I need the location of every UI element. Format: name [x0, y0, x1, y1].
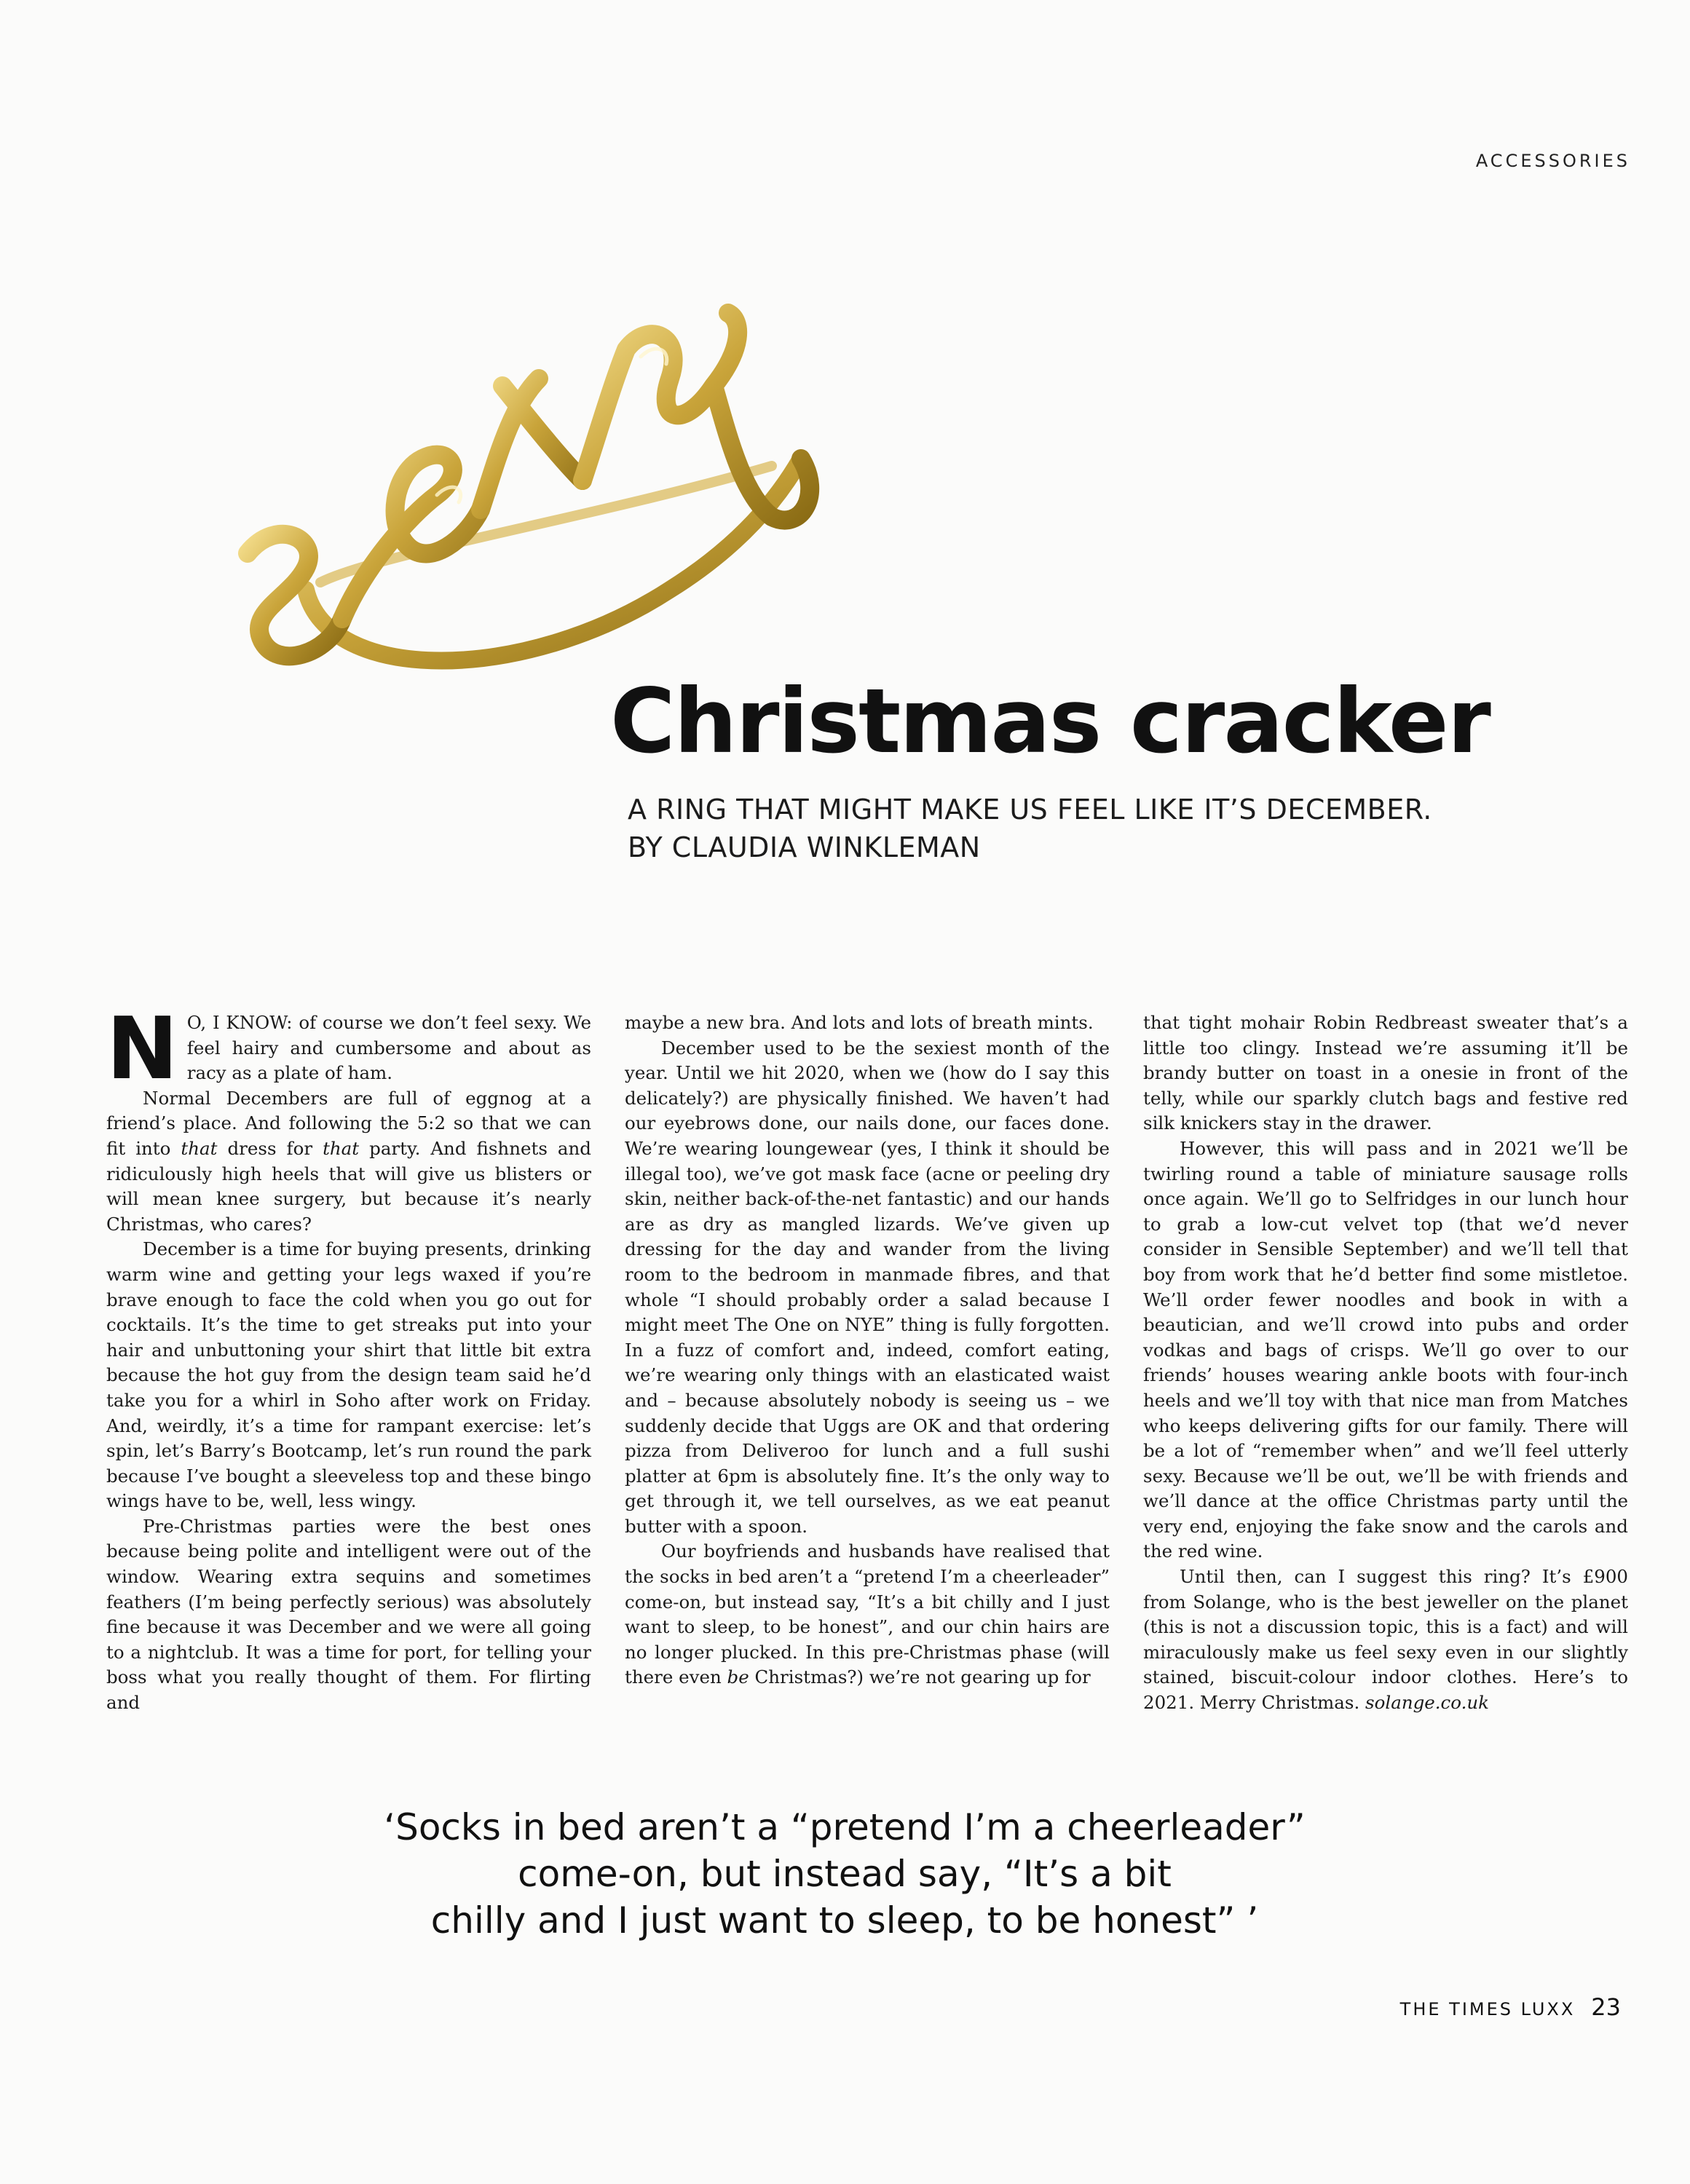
ring-letter-s: [248, 534, 342, 656]
pull-quote-line: chilly and I just want to sleep, to be honest” ’: [430, 1899, 1259, 1942]
paragraph: [106, 998, 591, 1099]
text-run: Until then, can I suggest this ring? It’s £900 from Solange, who is the best jeweller on the planet (this is not a discussion topic, this is a fact) and will miraculously make us feel sexy even in our slightly stained, biscuit-colour indoor clothes. Here’s to 2021. Merry Christmas.: [1143, 1566, 1628, 1714]
gold-ring-image: [218, 277, 859, 728]
page-footer: [1400, 1993, 1621, 2021]
text-run: party. And fishnets and ridiculously high heels that will give us blisters or will mean knee surgery, but because it’s nearly Christmas, who cares?: [106, 1137, 591, 1235]
headline: Christmas cracker: [610, 670, 1490, 773]
paragraph: that tight mohair Robin Redbreast sweater that’s a little too clingy. Instead we’re assuming it’ll be brandy butter on toast in a onesie in front of the telly, while our sparkly clutch bags and festive red silk knickers stay in the drawer.: [1143, 1012, 1628, 1134]
standfirst: [628, 791, 1538, 866]
section-label: ACCESSORIES: [1475, 151, 1630, 171]
lead-in: O, I KNOW:: [186, 1012, 293, 1033]
column-1: [106, 998, 591, 1716]
column-3: [1143, 1010, 1628, 1716]
paragraph: [106, 1086, 591, 1238]
ring-letter-x: [481, 379, 583, 510]
paragraph: December is a time for buying presents, drinking warm wine and getting your legs waxed if you’re brave enough to face the cold when you go out for cocktails. It’s the time to get streaks put into your hair and unbuttoning your shirt that little bit extra because the hot guy from the design team said he’d take you for a whirl in Soho after work on Friday. And, weirdly, it’s a time for rampant exercise: let’s spin, let’s Barry’s Bootcamp, let’s run round the park because I’ve bought a sleeveless top and these bingo wings have to be, well, less wingy.: [106, 1238, 591, 1512]
text-run: Normal Decembers are full of eggnog at a friend’s place. And following the 5:2 so that we can fit into: [106, 1087, 591, 1159]
page-number: 23: [1591, 1993, 1621, 2021]
publication-name: THE TIMES LUXX: [1399, 1999, 1576, 2019]
emphasis: that: [323, 1137, 360, 1159]
paragraph: Pre-Christmas parties were the best ones because being polite and intelligent were out of the window. Wearing extra sequins and sometimes feathers (I’m being perfectly serious) was absolutely fine because it was December and we were all going to a nightclub. It was a time for port, for telling your boss what you really thought of them. For flirting and: [106, 1515, 591, 1714]
ring-letter-e: [342, 455, 481, 619]
paragraph: [1143, 1564, 1628, 1716]
pull-quote: [218, 1804, 1471, 1944]
emphasis: that: [181, 1137, 218, 1159]
text-run: dress for: [217, 1137, 323, 1159]
drop-cap: N: [106, 998, 178, 1099]
paragraph: However, this will pass and in 2021 we’ll be twirling round a table of miniature sausage rolls once again. We’ll go to Selfridges in our lunch hour to grab a low-cut velvet top (that we’d never consider in Sensible September) and we’ll tell that boy from work that he’d better find some mistletoe. We’ll order fewer noodles and book in with a beautician, and we’ll crowd into pubs and order vodkas and bags of crisps. We’ll go over to our friends’ houses wearing ankle boots with four-inch heels and we’ll toy with that nice man from Matches who keeps delivering gifts for our family. There will be a lot of “remember when” and we’ll feel utterly sexy. Because we’ll be out, we’ll be with friends and we’ll dance at the office Christmas party until the very end, enjoying the fake snow and the carols and the red wine.: [1143, 1137, 1628, 1562]
website-link[interactable]: solange.co.uk: [1365, 1692, 1490, 1714]
article-body: [106, 998, 1628, 1716]
text-run: Christmas?) we’re not gearing up for: [749, 1666, 1091, 1688]
text-run: of course we don’t feel sexy. We feel hairy and cumbersome and about as racy as a plate of ham.: [186, 1012, 591, 1084]
paragraph: maybe a new bra. And lots and lots of breath mints.: [625, 1012, 1094, 1033]
column-2: [625, 1010, 1110, 1716]
emphasis: be: [727, 1666, 749, 1688]
standfirst-line: A RING THAT MIGHT MAKE US FEEL LIKE IT’S DECEMBER.: [628, 794, 1432, 826]
paragraph: [625, 1539, 1110, 1690]
byline: BY CLAUDIA WINKLEMAN: [628, 831, 981, 863]
text-run: Our boyfriends and husbands have realised that the socks in bed aren’t a “pretend I’m a cheerleader” come-on, but instead say, “It’s a bit chilly and I just want to sleep, to be honest”, and our chin hairs are no longer plucked. In this pre-Christmas phase (will there even: [625, 1540, 1110, 1688]
pull-quote-line: ‘Socks in bed aren’t a “pretend I’m a cheerleader”: [384, 1806, 1306, 1848]
pull-quote-line: come-on, but instead say, “It’s a bit: [518, 1853, 1172, 1895]
paragraph: December used to be the sexiest month of the year. Until we hit 2020, when we (how do I say this delicately?) are physically finished. We haven’t had our eyebrows done, our nails done, our faces done. We’re wearing loungewear (yes, I think it should be illegal too), we’ve got mask face (acne or peeling dry skin, neither back-of-the-net fantastic) and our hands are as dry as mangled lizards. We’ve given up dressing for the day and wander from the living room to the bedroom in manmade fibres, and that whole “I should probably order a salad because I might meet The One on NYE” thing is fully forgotten. In a fuzz of comfort and, indeed, comfort eating, we’re wearing only things with an elasticated waist and – because absolutely nobody is seeing us – we suddenly decide that Uggs are OK and that ordering pizza from Deliveroo for lunch and a full sushi platter at 6pm is absolutely fine. It’s the only way to get through it, we tell ourselves, as we eat peanut butter with a spoon.: [625, 1037, 1110, 1537]
